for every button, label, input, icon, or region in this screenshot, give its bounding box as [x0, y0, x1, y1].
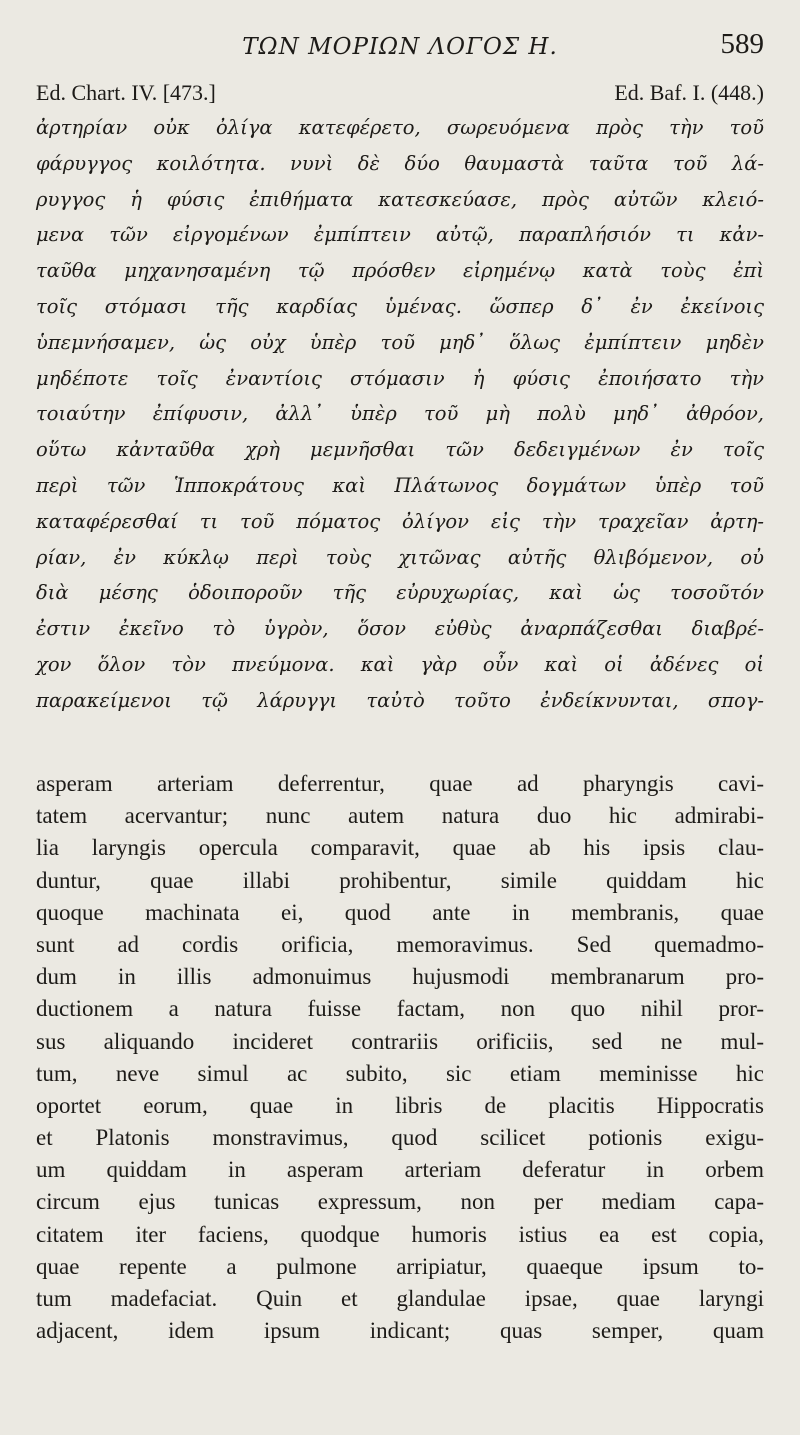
greek-text — [36, 110, 764, 719]
latin-line: sunt ad cordis orificia, memoravimus. Sed quemadmo- — [36, 931, 764, 957]
greek-line: παρακείμενοι τῷ λάρυγγι ταὐτὸ τοῦτο ἐνδείκνυνται, σπογ- — [36, 688, 764, 712]
greek-line: χον ὅλον τὸν πνεύμονα. καὶ γὰρ οὖν καὶ οἱ ἀδένες οἱ — [36, 652, 764, 676]
latin-line: tum madefaciat. Quin et glandulae ipsae, quae laryngi — [36, 1286, 764, 1311]
greek-line: ἀρτηρίαν οὐκ ὀλίγα κατεφέρετο, σωρευόμενα πρὸς τὴν τοῦ — [36, 116, 764, 139]
latin-line: ductionem a natura fuisse factam, non quo nihil pror- — [36, 996, 764, 1022]
running-title: ΤΩΝ ΜΟΡΙΩΝ ΛΟΓΟΣ Η. — [242, 34, 558, 60]
latin-line: citatem iter faciens, quodque humoris istius ea est copia, — [36, 1221, 764, 1247]
latin-line: quoque machinata ei, quod ante in membranis, quae — [36, 899, 764, 925]
latin-line: dum in illis admonuimus hujusmodi membranarum pro- — [36, 964, 764, 990]
latin-line: um quiddam in asperam arteriam deferatur in orbem — [36, 1157, 764, 1183]
greek-line: τοιαύτην ἐπίφυσιν, ἀλλ᾽ ὑπὲρ τοῦ μὴ πολὺ μηδ᾽ ἀθρόον, — [36, 402, 764, 426]
edition-bas: Ed. Baf. I. (448.) — [614, 80, 764, 105]
greek-line: μενα τῶν εἰργομένων ἐμπίπτειν αὐτῷ, παραπλήσιόν τι κἀν- — [36, 223, 764, 247]
latin-line: lia laryngis opercula comparavit, quae ab his ipsis clau- — [36, 835, 764, 861]
greek-line: οὕτω κἀνταῦθα χρὴ μεμνῆσθαι τῶν δεδειγμένων ἐν τοῖς — [36, 438, 764, 462]
latin-text — [36, 768, 764, 1347]
latin-line: tatem acervantur; nunc autem natura duo hic admirabi- — [36, 803, 764, 829]
latin-line: circum ejus tunicas expressum, non per mediam capa- — [36, 1189, 764, 1215]
greek-line: φάρυγγος κοιλότητα. νυνὶ δὲ δύο θαυμαστὰ ταῦτα τοῦ λά- — [36, 151, 764, 175]
latin-line: tum, neve simul ac subito, sic etiam meminisse hic — [36, 1060, 764, 1086]
greek-line: περὶ τῶν Ἱπποκράτους καὶ Πλάτωνος δογμάτων ὑπὲρ τοῦ — [36, 473, 764, 497]
greek-line: ταῦθα μηχανησαμένη τῷ πρόσθεν εἰρημένῳ κατὰ τοὺς ἐπὶ — [36, 259, 764, 283]
greek-line: ρίαν, ἐν κύκλῳ περὶ τοὺς χιτῶνας αὐτῆς θλιβόμενον, οὐ — [36, 545, 764, 569]
running-head — [36, 28, 764, 68]
greek-line: ρυγγος ἡ φύσις ἐπιθήματα κατεσκεύασε, πρὸς αὐτῶν κλειό- — [36, 187, 764, 211]
latin-line: oportet eorum, quae in libris de placitis Hippocratis — [36, 1092, 764, 1118]
latin-line: et Platonis monstravimus, quod scilicet potionis exigu- — [36, 1125, 764, 1151]
greek-line: ὑπεμνήσαμεν, ὡς οὐχ ὑπὲρ τοῦ μηδ᾽ ὅλως ἐμπίπτειν μηδὲν — [36, 330, 764, 354]
greek-line: καταφέρεσθαί τι τοῦ πόματος ὀλίγον εἰς τὴν τραχεῖαν ἀρτη- — [36, 509, 764, 533]
edition-line — [36, 80, 764, 106]
latin-line: asperam arteriam deferrentur, quae ad pharyngis cavi- — [36, 771, 764, 796]
greek-line: τοῖς στόμασι τῆς καρδίας ὑμένας. ὥσπερ δ᾽ ἐν ἐκείνοις — [36, 294, 764, 318]
greek-line: μηδέποτε τοῖς ἐναντίοις στόμασιν ἡ φύσις ἐποιήσατο τὴν — [36, 366, 764, 390]
page-number: 589 — [720, 28, 764, 60]
latin-line: duntur, quae illabi prohibentur, simile quiddam hic — [36, 867, 764, 893]
greek-line: διὰ μέσης ὁδοιποροῦν τῆς εὐρυχωρίας, καὶ ὡς τοσοῦτόν — [36, 581, 764, 605]
edition-chart: Ed. Chart. IV. [473.] — [36, 80, 216, 105]
latin-line: adjacent, idem ipsum indicant; quas semper, quam — [36, 1318, 764, 1344]
latin-line: quae repente a pulmone arripiatur, quaeque ipsum to- — [36, 1253, 764, 1279]
latin-line: sus aliquando incideret contrariis orificiis, sed ne mul- — [36, 1028, 764, 1054]
greek-line: ἐστιν ἐκεῖνο τὸ ὑγρὸν, ὅσον εὐθὺς ἀναρπάζεσθαι διαβρέ- — [36, 617, 764, 641]
